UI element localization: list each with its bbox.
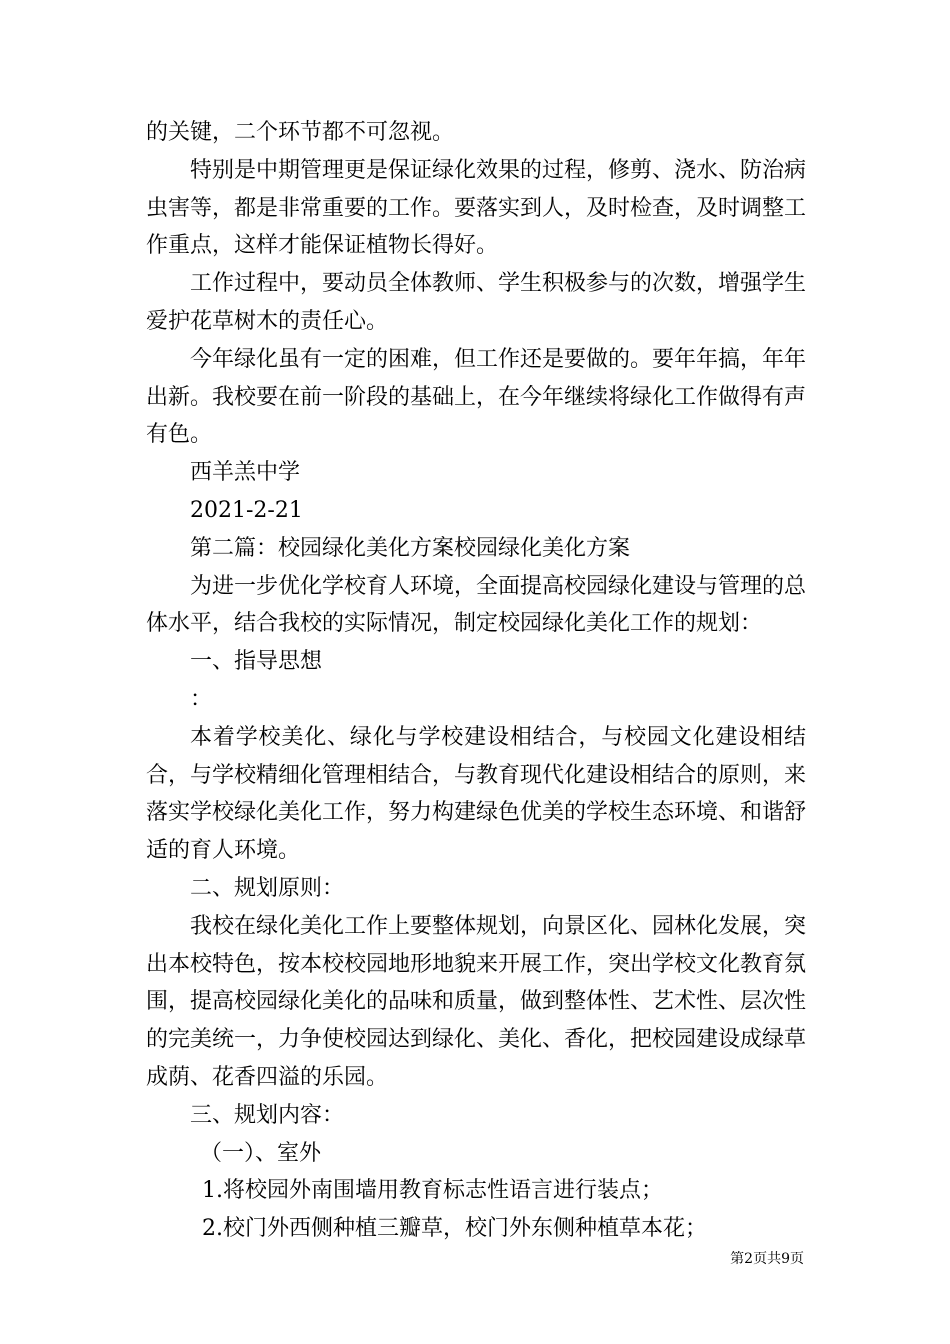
paragraph-mid-term-management: 特别是中期管理更是保证绿化效果的过程，修剪、浇水、防治病虫害等，都是非常重要的工作。要落实到人，及时检查，及时调整工作重点，这样才能保证植物长得好。 bbox=[146, 157, 807, 259]
paragraph-this-year: 今年绿化虽有一定的困难，但工作还是要做的。要年年搞，年年出新。我校要在前一阶段的基础上，在今年继续将绿化工作做得有声有色。 bbox=[146, 346, 807, 448]
heading-guiding-ideology: 一、指导思想 bbox=[190, 649, 323, 675]
document-date: 2021-2-21 bbox=[190, 497, 303, 523]
paragraph-work-process: 工作过程中，要动员全体教师、学生积极参与的次数，增强学生爱护花草树木的责任心。 bbox=[146, 271, 807, 334]
list-item: 1.将校园外南围墙用教育标志性语言进行装点； bbox=[202, 1178, 663, 1204]
paragraph-continuation: 的关键，二个环节都不可忽视。 bbox=[146, 120, 455, 145]
paragraph-planning-principles: 我校在绿化美化工作上要整体规划，向景区化、园林化发展，突出本校特色，按本校校园地形地貌来开展工作，突出学校文化教育氛围，提高校园绿化美化的品味和质量，做到整体性、艺术性、层次性的完美统一，力争使校园达到绿化、美化、香化，把校园建设成绿草成荫、花香四溢的乐园。 bbox=[146, 913, 807, 1090]
page-number-footer: 第2页共9页 bbox=[730, 1251, 804, 1267]
paragraph-intro: 为进一步优化学校育人环境，全面提高校园绿化建设与管理的总体水平，结合我校的实际情况，制定校园绿化美化工作的规划： bbox=[146, 573, 807, 637]
colon-line: ： bbox=[190, 686, 213, 712]
paragraph-principle-statement: 本着学校美化、绿化与学校建设相结合，与校园文化建设相结合，与学校精细化管理相结合，与教育现代化建设相结合的原则，来落实学校绿化美化工作，努力构建绿色优美的学校生态环境、和谐舒适的育人环境。 bbox=[146, 724, 807, 864]
heading-planning-content: 三、规划内容： bbox=[190, 1102, 345, 1128]
subheading-outdoor: （一）、室外 bbox=[200, 1140, 322, 1166]
school-name: 西羊羔中学 bbox=[190, 460, 301, 486]
section-title-part-two: 第二篇：校园绿化美化方案校园绿化美化方案 bbox=[190, 535, 631, 561]
document-body bbox=[146, 114, 806, 1248]
heading-planning-principles: 二、规划原则： bbox=[190, 875, 345, 901]
list-item: 2.校门外西侧种植三瓣草，校门外东侧种植草本花； bbox=[202, 1216, 707, 1242]
